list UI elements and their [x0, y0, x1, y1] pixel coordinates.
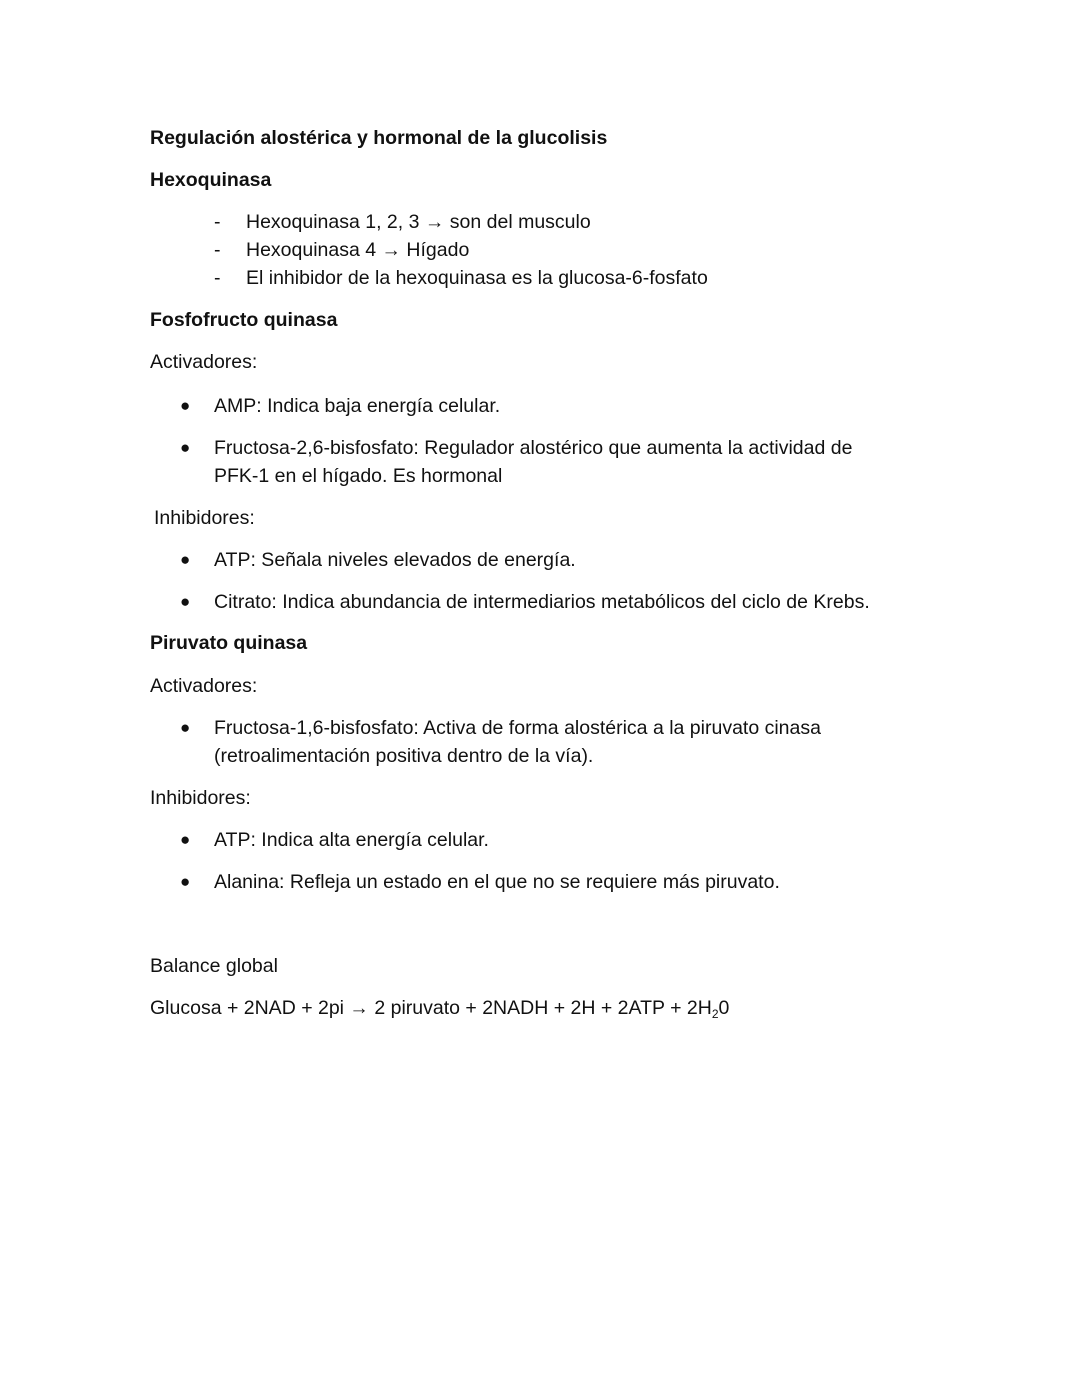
dash-marker: - — [214, 267, 221, 289]
list-item: AMP: Indica baja energía celular. — [214, 395, 501, 417]
pk-heading: Piruvato quinasa — [150, 632, 308, 654]
equation-end: 0 — [718, 997, 730, 1019]
list-item-continuation: PFK-1 en el hígado. Es hormonal — [214, 465, 503, 487]
pfk-activadores-label: Activadores: — [150, 351, 258, 373]
equation-main: Glucosa + 2NAD + 2pi → 2 piruvato + 2NADH + 2H + 2ATP + 2H — [150, 997, 712, 1019]
bullet-marker: ● — [180, 592, 191, 611]
bullet-marker: ● — [180, 830, 191, 849]
balance-heading: Balance global — [150, 955, 278, 977]
list-item: El inhibidor de la hexoquinasa es la glucosa-6-fosfato — [246, 267, 708, 289]
bullet-marker: ● — [180, 438, 191, 457]
dash-marker: - — [214, 211, 221, 233]
document-title: Regulación alostérica y hormonal de la glucolisis — [150, 127, 608, 149]
bullet-marker: ● — [180, 718, 191, 737]
pfk-heading: Fosfofructo quinasa — [150, 309, 338, 331]
list-item: Hexoquinasa 1, 2, 3 → son del musculo — [246, 211, 591, 233]
list-item: Fructosa-1,6-bisfosfato: Activa de forma alostérica a la piruvato cinasa — [214, 717, 821, 739]
list-item: ATP: Señala niveles elevados de energía. — [214, 549, 576, 571]
list-item: Citrato: Indica abundancia de intermediarios metabólicos del ciclo de Krebs. — [214, 591, 870, 613]
bullet-marker: ● — [180, 396, 191, 415]
pk-inhibidores-label: Inhibidores: — [150, 787, 251, 809]
list-item: ATP: Indica alta energía celular. — [214, 829, 489, 851]
list-item: Hexoquinasa 4 → Hígado — [246, 239, 470, 261]
bullet-marker: ● — [180, 872, 191, 891]
pk-activadores-label: Activadores: — [150, 675, 258, 697]
hexoquinasa-heading: Hexoquinasa — [150, 169, 272, 191]
list-item: Alanina: Refleja un estado en el que no se requiere más piruvato. — [214, 871, 780, 893]
dash-marker: - — [214, 239, 221, 261]
list-item: Fructosa-2,6-bisfosfato: Regulador alostérico que aumenta la actividad de — [214, 437, 853, 459]
bullet-marker: ● — [180, 550, 191, 569]
balance-equation — [150, 995, 729, 1027]
pfk-inhibidores-label: Inhibidores: — [154, 507, 255, 529]
list-item-continuation: (retroalimentación positiva dentro de la vía). — [214, 745, 594, 767]
equation-subscript: 2 — [711, 1007, 719, 1021]
